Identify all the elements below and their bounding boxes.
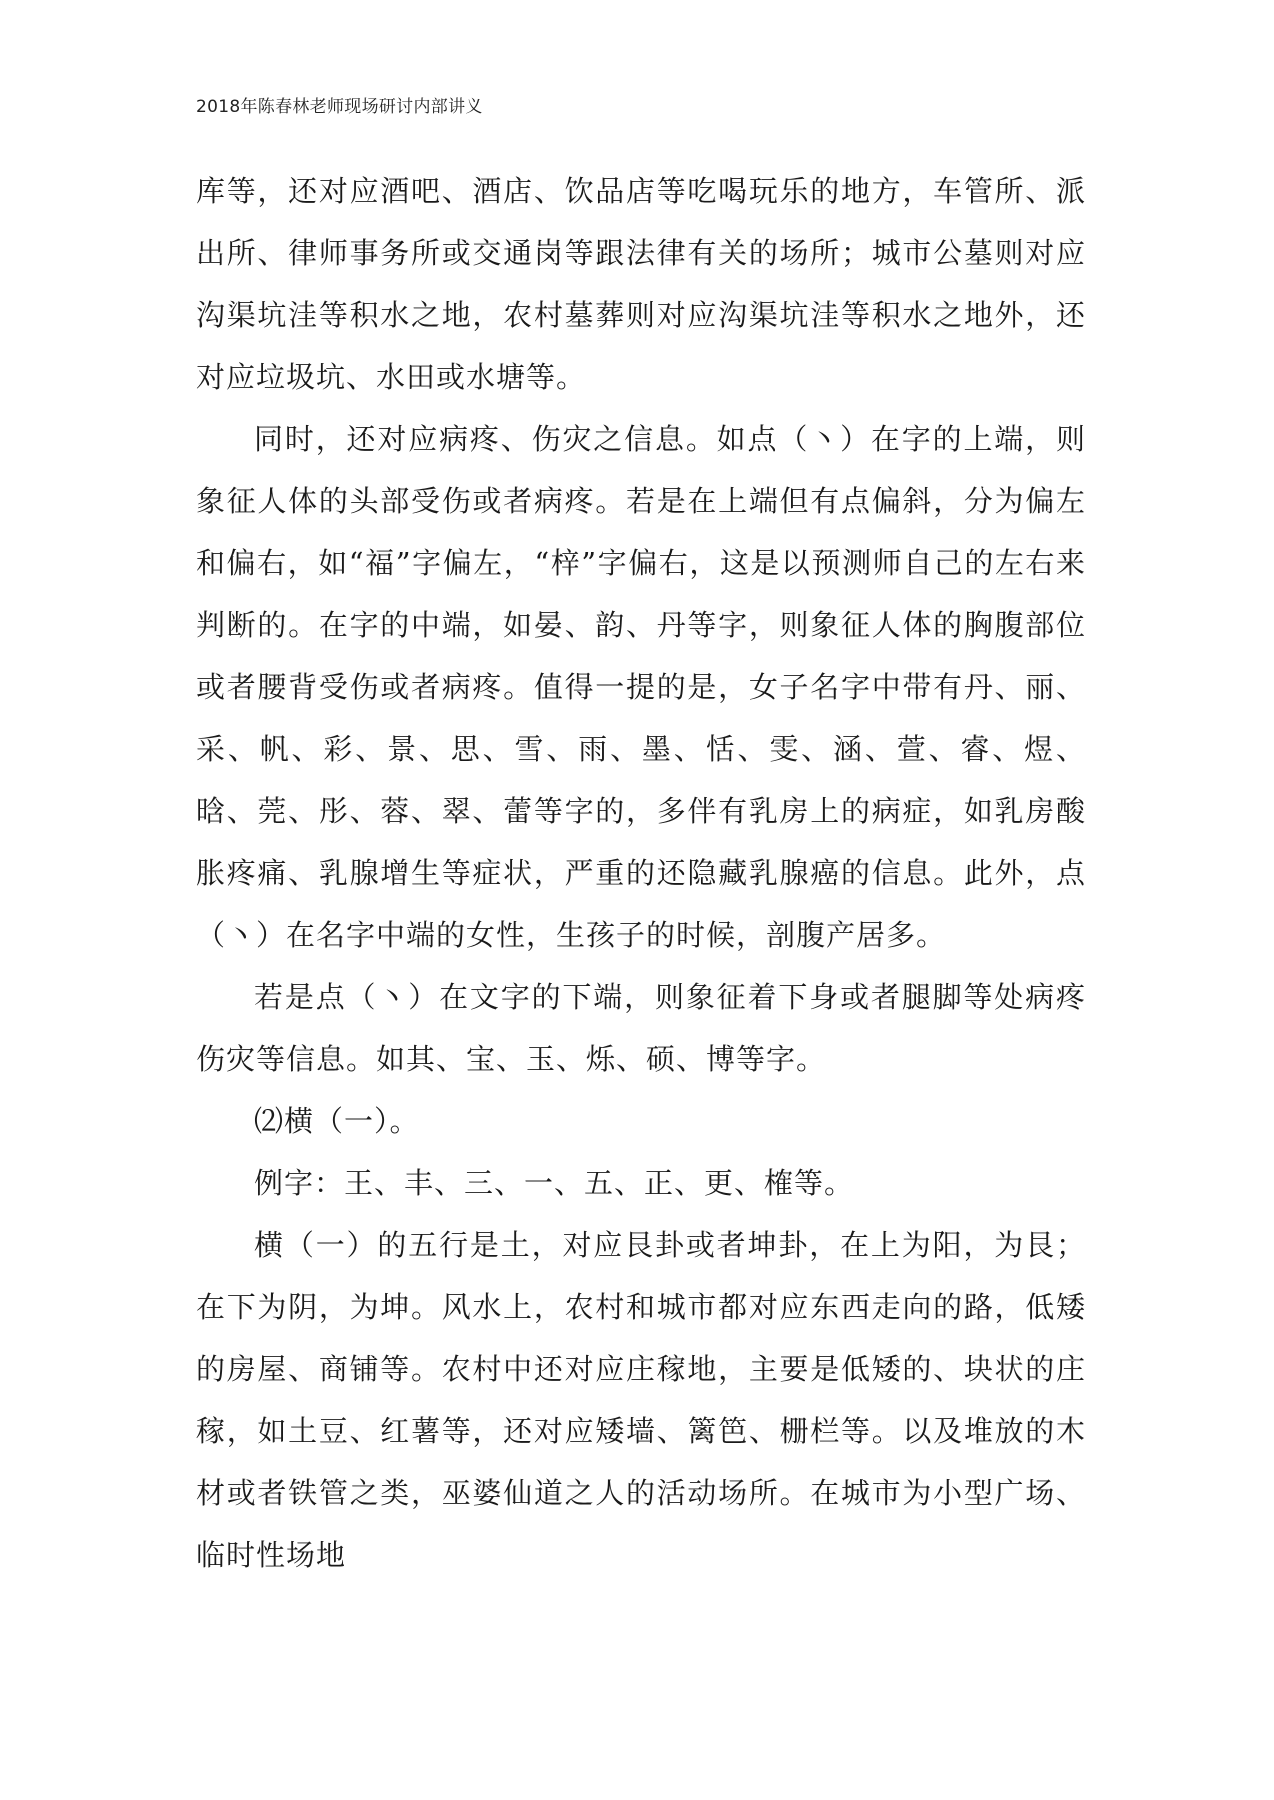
paragraph: 若是点（丶）在文字的下端，则象征着下身或者腿脚等处病疼伤灾等信息。如其、宝、玉、烁、硕、博等字。 <box>196 980 1086 1076</box>
paragraph: 库等，还对应酒吧、酒店、饮品店等吃喝玩乐的地方，车管所、派出所、律师事务所或交通岗等跟法律有关的场所；城市公墓则对应沟渠坑洼等积水之地，农村墓葬则对应沟渠坑洼等积水之地外，还对应垃圾坑、水田或水塘等。 <box>196 174 1086 394</box>
paragraph: 横（一）的五行是土，对应艮卦或者坤卦，在上为阳，为艮；在下为阴，为坤。风水上，农村和城市都对应东西走向的路，低矮的房屋、商铺等。农村中还对应庄稼地，主要是低矮的、块状的庄稼，如土豆、红薯等，还对应矮墙、篱笆、栅栏等。以及堆放的木材或者铁管之类，巫婆仙道之人的活动场所。在城市为小型广场、临时性场地 <box>196 1228 1086 1572</box>
body-text <box>196 160 1086 1586</box>
running-header: 2018年陈春林老师现场研讨内部讲义 <box>196 97 483 117</box>
paragraph: 同时，还对应病疼、伤灾之信息。如点（丶）在字的上端，则象征人体的头部受伤或者病疼。若是在上端但有点偏斜，分为偏左和偏右，如“福”字偏左，“梓”字偏右，这是以预测师自己的左右来判断的。在字的中端，如晏、韵、丹等字，则象征人体的胸腹部位或者腰背受伤或者病疼。值得一提的是，女子名字中带有丹、丽、采、帆、彩、景、思、雪、雨、墨、恬、雯、涵、萱、睿、煜、晗、莞、彤、蓉、翠、蕾等字的，多伴有乳房上的病症，如乳房酸胀疼痛、乳腺增生等症状，严重的还隐藏乳腺癌的信息。此外，点（丶）在名字中端的女性，生孩子的时候，剖腹产居多。 <box>196 422 1086 952</box>
example-characters: 例字：王、丰、三、一、五、正、更、榷等。 <box>254 1166 855 1200</box>
section-heading: ⑵横（一）。 <box>254 1104 420 1138</box>
